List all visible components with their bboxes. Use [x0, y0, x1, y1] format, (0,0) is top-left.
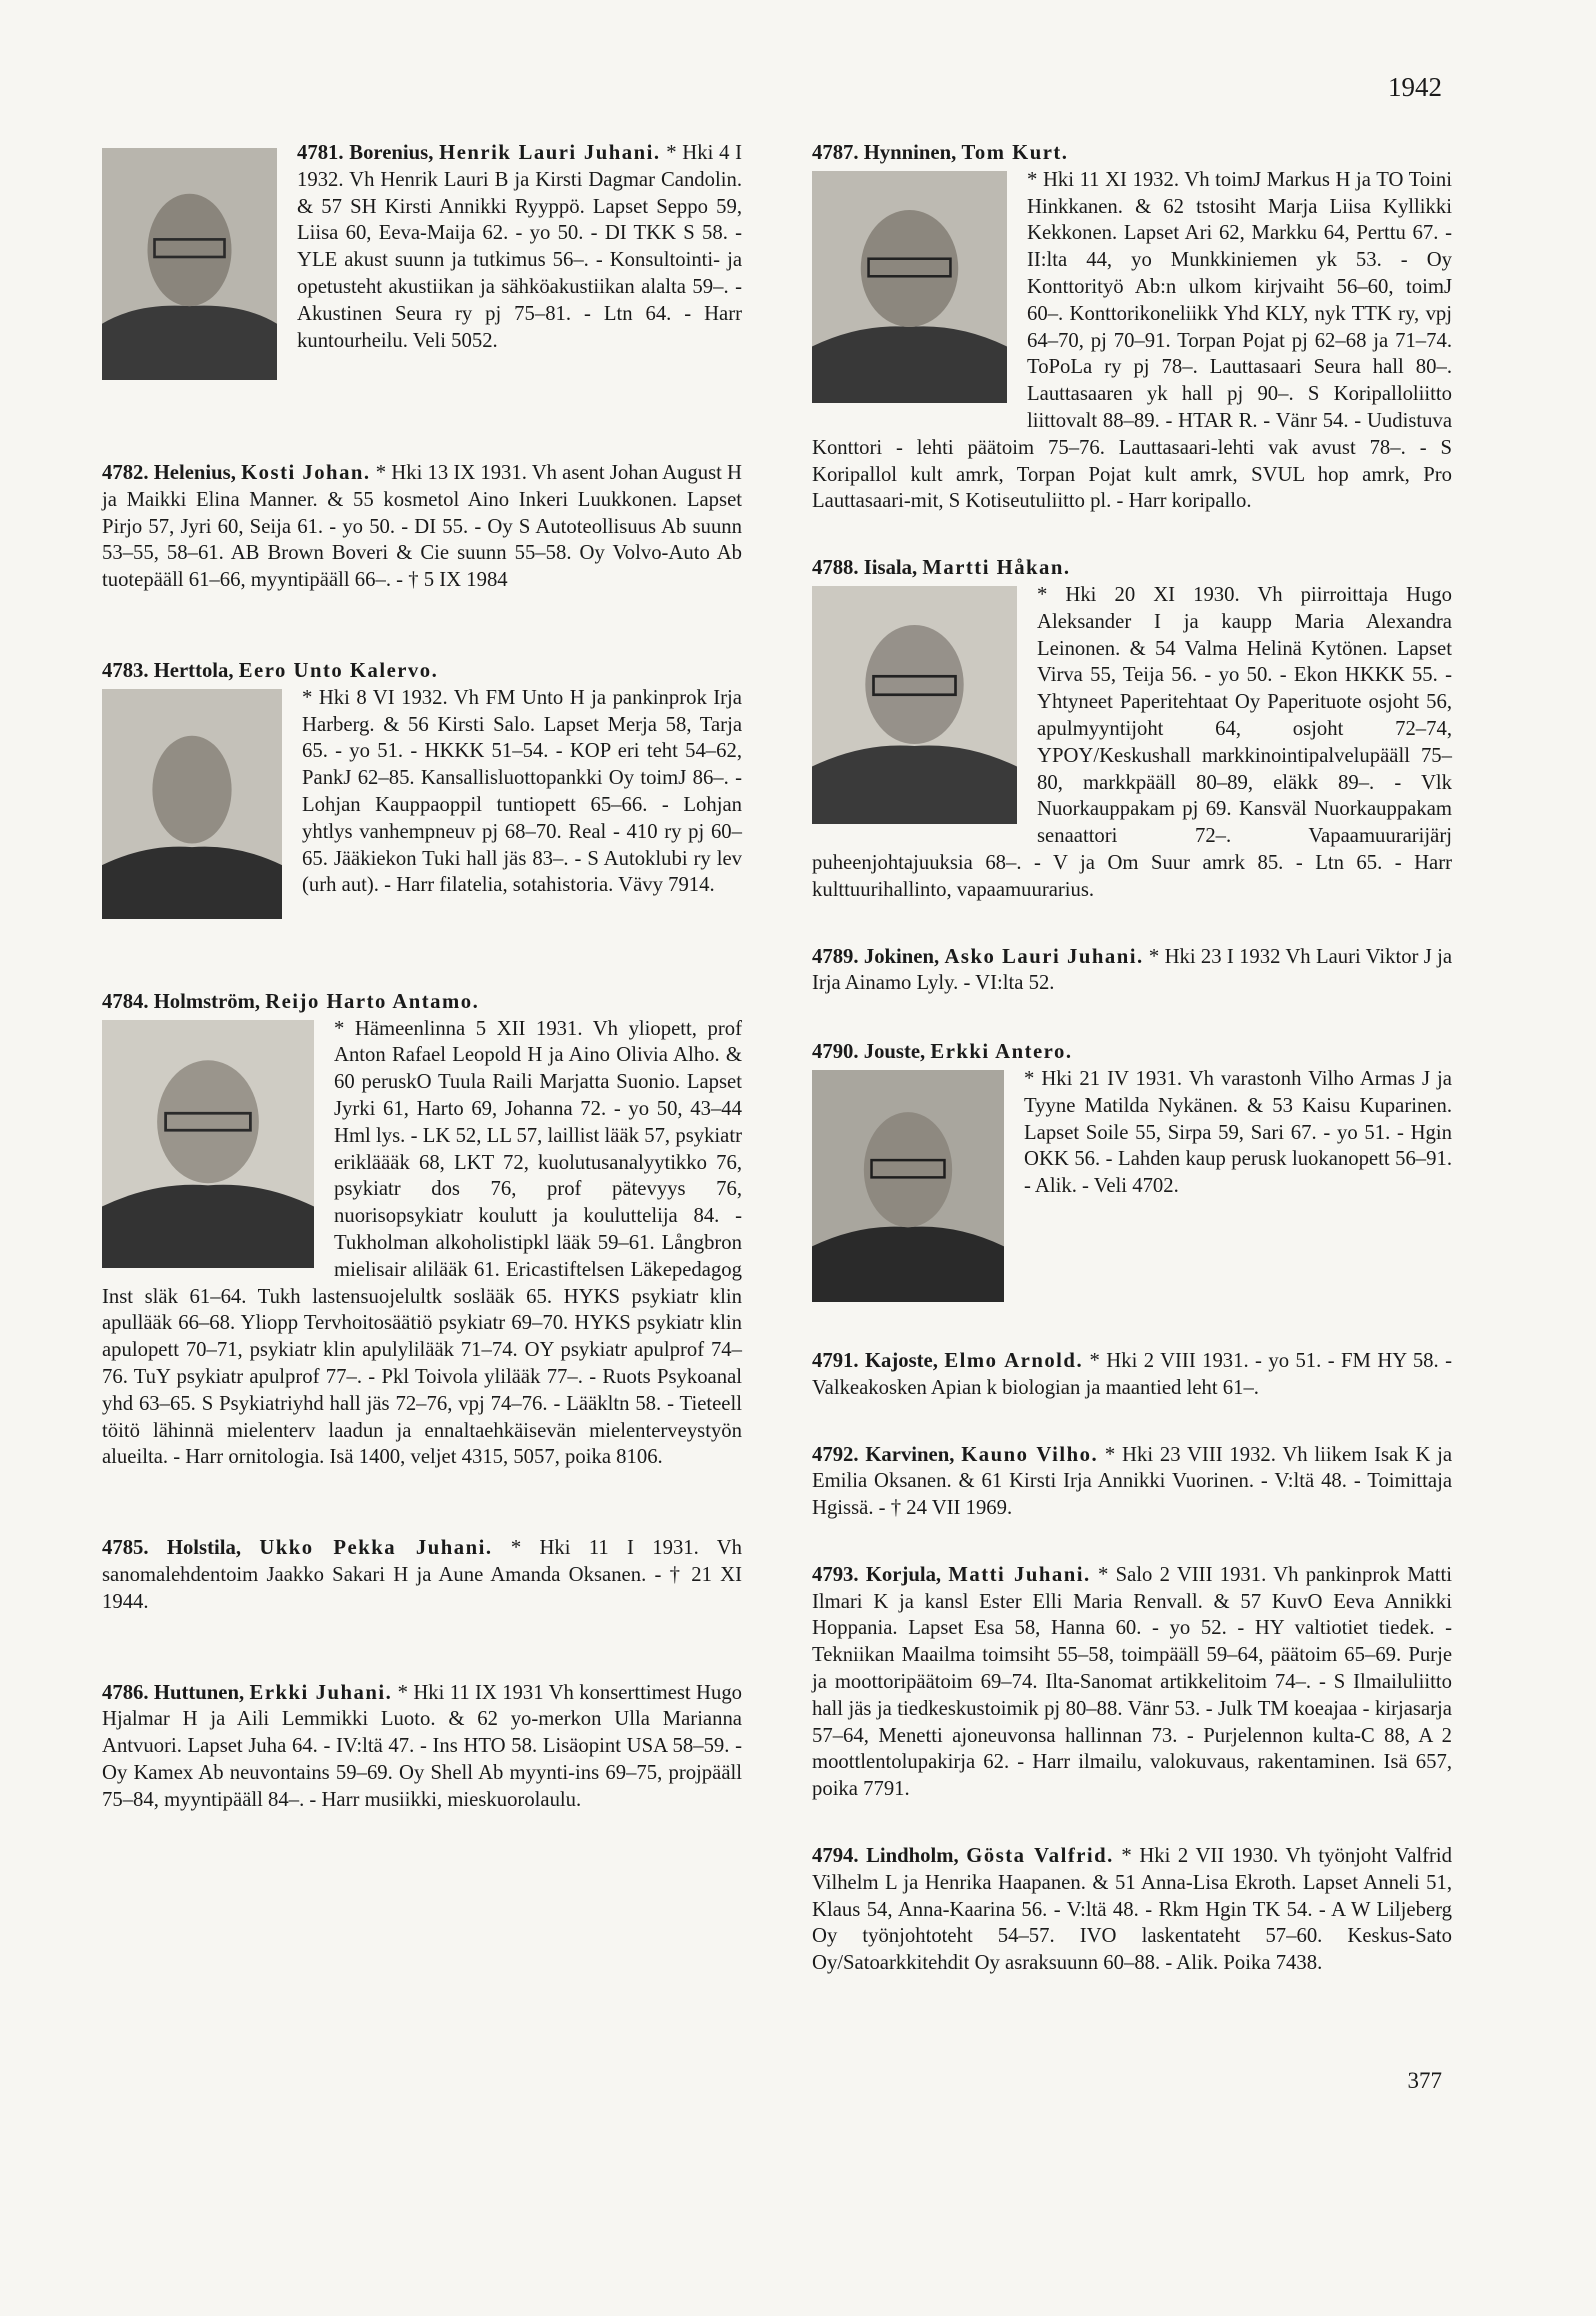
entry-body: * Hki 11 XI 1932. Vh toimJ Markus H ja TO Toini Hinkkanen. & 62 tstosiht Marja Liisa Kyllikki Kekkonen. Lapset Ari 62, Markku 64, Perttu 67. - II:lta 44, yo Munkkiniemen yk 53. - Oy Konttorityö Ab:n ulkom kirjvaiht 56–60, toimJ 60–. Konttorikoneliikk Yhd KLY, nyk TTK ry, vpj 64–70, pj 70–91. Torpan Pojat pj 62–68 ja 71–74. ToPoLa ry pj 78–. Lauttasaari Seura hall 80–. Lauttasaaren yk hall pj 90–. S Koripalloliitto liittovalt 88–89. - HTAR R. - Vänr 54. - Uudistuva Konttori - lehti päätoim 75–76. Lauttasaari-lehti vak avust 78–. - S Koripallol kult amrk, Torpan Pojat kult amrk, SVUL hop amrk, Pro Lauttasaari-mit, S Kotiseutuliitto pl. - Harr koripallo.: [812, 168, 1452, 513]
entry-4789: [812, 944, 1452, 998]
page-number: 377: [1407, 2068, 1442, 2093]
entry-given-names: Martti Håkan.: [922, 557, 1071, 580]
entry-body: * Hki 20 XI 1930. Vh piirroittaja Hugo Aleksander I ja kaupp Maria Alexandra Leinonen. & 54 Valma Helinä Kytönen. Lapset Virva 55, Teija 56. - yo 50. - Ekon HKKK 55. - Yhtyneet Paperitehtaat Oy Paperituote osjoht 56, apulmyyntijoht 64, osjoht 72–74, YPOY/Keskushall markkinointipalvelupääll 75–80, markkpääll 80–89, eläkk 89–. - Vlk Nuorkauppakam pj 69. Kansväl Nuorkauppakam senaattori 72–. Vapaamuurarijärj puheenjohtajuuksia 68–. - V ja Om Suur amrk 85. - Ltn 65. - Harr kulttuurihallinto, vapaamuurarius.: [812, 583, 1452, 901]
entry-number: 4781.: [297, 142, 344, 164]
entry-given-names: Ukko Pekka Juhani.: [259, 1537, 493, 1560]
portrait-photo: [102, 1020, 314, 1268]
entry-4791: [812, 1348, 1452, 1402]
entry-number: 4794.: [812, 1845, 859, 1868]
entry-4794: [812, 1843, 1452, 1977]
entry-number: 4784.: [102, 990, 149, 1013]
entry-body: * Hki 11 I 1931. Vh sanomalehdentoim Jaakko Sakari H ja Aune Amanda Oksanen. - † 21 XI 1944.: [102, 1537, 743, 1613]
entry-surname: Herttola,: [153, 659, 234, 682]
entry-given-names: Kosti Johan.: [241, 462, 371, 484]
right-column: [812, 140, 1452, 1977]
entry-body: * Hki 2 VIII 1931. - yo 51. - FM HY 58. - Valkeakosken Apian k biologian ja maantied leht 61–.: [812, 1349, 1452, 1399]
page-header-number: 1942: [1388, 72, 1442, 102]
entry-surname: Hynninen,: [863, 142, 957, 164]
entry-surname: Helenius,: [153, 462, 236, 484]
entry-given-names: Tom Kurt.: [961, 142, 1069, 164]
entry-4783: [102, 658, 742, 925]
entry-number: 4789.: [812, 945, 859, 968]
entry-number: 4793.: [812, 1563, 859, 1586]
entry-number: 4787.: [812, 142, 859, 164]
entry-given-names: Eero Unto Kalervo.: [238, 659, 439, 682]
entry-body: * Hki 8 VI 1932. Vh FM Unto H ja pankinprok Irja Harberg. & 56 Kirsti Salo. Lapset Merja 58, Tarja 65. - yo 51. - HKKK 51–54. - KOP eri teht 54–62, PankJ 62–85. Kansallisluottopankki Oy toimJ 86–. - Lohjan Kauppaoppil tuntiopett 65–66. - Lohjan yhtlys vanhempneuv pj 68–70. Real - 410 ry pj 60–65. Jääkiekon Tuki hall jäs 83–. - S Autoklubi ry lev (urh aut). - Harr filatelia, sotahistoria. Vävy 7914.: [302, 686, 742, 897]
entry-4790: [812, 1039, 1452, 1308]
entry-body: * Hki 23 VIII 1932. Vh liikem Isak K ja Emilia Oksanen. & 61 Kirsti Irja Annikki Vuorinen. - V:ltä 48. - Toimittaja Hgissä. - † 24 VII 1969.: [812, 1443, 1453, 1520]
entry-number: 4792.: [812, 1443, 859, 1466]
entry-number: 4785.: [102, 1537, 149, 1560]
entry-body: * Hki 11 IX 1931 Vh konserttimest Hugo Hjalmar H ja Aili Lemmikki Luoto. & 62 yo-merkon Ulla Marianna Antvuori. Lapset Juha 64. - IV:ltä 47. - Ins HTO 58. Lisäopint USA 58–59. - Oy Kamex Ab neuvontains 59–69. Oy Shell Ab myynti-ins 69–75, projpääll 75–84, myyntipääll 84–. - Harr musiikki, mieskuorolaulu.: [102, 1681, 743, 1811]
entry-body: * Hämeenlinna 5 XII 1931. Vh yliopett, prof Anton Rafael Leopold H ja Aino Olivia Alho. & 60 peruskO Tuula Raili Marjatta Suonio. Lapset Jyrki 61, Harto 69, Johanna 72. - yo 50, 43–44 Hml lys. - LK 52, LL 57, laillist lääk 57, psykiatr erikläääk 68, LKT 72, kuolutusanalyytikko 76, psykiatr dos 76, prof pätevyys 76, nuorisopsykiatr koulutt ja kouluttelija 84. - Tukholman alkoholistipkl lääk 59–61. Långbron mielisair alilääk 61. Ericastiftelsen Läkepedagog Inst släk 61–64. Tukh lastensuojelultk soslääk 65. HYKS psykiatr klin apullääk 66–68. Yliopp Tervhoitosäätiö psykiatr 69–70. HYKS psykiatr klin apulopett 70–71, psykiatr klin apulylilääk 71–74. OY psykiatr apulprof 74–76. TuY psykiatr apulprof 77–. - Pkl Toivola ylilääk 77–. - Ruots Psykoanal yhd 63–65. S Psykiatriyhd hall jäs 72–76, vpj 74–76. - Lääkltn 58. - Tieteell töitö lähinnä mielenterv laadun ja ennaltaehkäisevän mielenterveystyön alueilta. - Harr ornitologia. Isä 1400, veljet 4315, 5057, poika 8106.: [102, 1017, 742, 1469]
entry-given-names: Elmo Arnold.: [944, 1349, 1084, 1372]
entry-4793: [812, 1562, 1452, 1803]
entry-number: 4782.: [102, 462, 149, 484]
entry-surname: Holmström,: [153, 990, 261, 1013]
entry-surname: Karvinen,: [865, 1443, 955, 1466]
entry-4782: [102, 460, 742, 594]
entry-number: 4786.: [102, 1681, 149, 1704]
entry-4787: [812, 140, 1452, 515]
entry-surname: Holstila,: [166, 1537, 241, 1560]
portrait-photo: [812, 171, 1007, 403]
portrait-photo: [812, 1070, 1004, 1302]
entry-surname: Lindholm,: [866, 1845, 959, 1868]
entry-surname: Borenius,: [349, 142, 434, 164]
entry-body: * Hki 4 I 1932. Vh Henrik Lauri B ja Kirsti Dagmar Candolin. & 57 SH Kirsti Annikki Ryyppö. Lapset Seppo 59, Liisa 60, Eeva-Maija 62. - yo 50. - DI TKK S 58. - YLE akust suunn ja tutkimus 56–. - Konsultointi- ja opetusteht akustiikan ja sähköakustiikan alalta 59–. - Akustinen Seura ry pj 75–81. - Ltn 64. - Harr kuntourheilu. Veli 5052.: [297, 142, 743, 352]
entry-body: * Hki 13 IX 1931. Vh asent Johan August H ja Maikki Elina Manner. & 55 kosmetol Aino Inkeri Luukkonen. Lapset Pirjo 57, Jyri 60, Seija 61. - yo 50. - DI 55. - Oy S Autoteollisuus Ab suunn 53–55, 58–61. AB Brown Boveri & Cie suunn 55–58. Oy Volvo-Auto Ab tuotepääll 61–66, myyntipääll 66–. - † 5 IX 1984: [102, 462, 742, 592]
entry-4785: [102, 1535, 742, 1615]
entry-4786: [102, 1680, 742, 1814]
entry-4781: [102, 140, 742, 386]
entry-surname: Kajoste,: [864, 1349, 938, 1372]
entry-given-names: Erkki Antero.: [930, 1041, 1073, 1064]
entry-surname: Jouste,: [863, 1041, 926, 1064]
entry-given-names: Kauno Vilho.: [961, 1443, 1099, 1466]
left-column: [102, 140, 742, 1814]
entry-number: 4788.: [812, 557, 859, 580]
entry-number: 4791.: [812, 1349, 859, 1372]
entry-surname: Huttunen,: [153, 1681, 245, 1704]
entry-given-names: Matti Juhani.: [948, 1563, 1091, 1586]
entry-surname: Korjula,: [865, 1563, 942, 1586]
entry-number: 4783.: [102, 659, 149, 682]
portrait-photo: [102, 148, 277, 380]
entry-given-names: Gösta Valfrid.: [966, 1845, 1114, 1868]
entry-surname: Iisala,: [863, 557, 918, 580]
portrait-photo: [102, 689, 282, 919]
entry-4788: [812, 555, 1452, 903]
entry-given-names: Reijo Harto Antamo.: [265, 990, 480, 1013]
entry-given-names: Erkki Juhani.: [249, 1681, 393, 1704]
entry-body: * Hki 21 IV 1931. Vh varastonh Vilho Armas J ja Tyyne Matilda Nykänen. & 53 Kaisu Kuparinen. Lapset Soile 55, Sirpa 59, Sari 67. - yo 51. - Hgin OKK 56. - Lahden kaup perusk luokanopett 56–91. - Alik. - Veli 4702.: [1024, 1067, 1452, 1198]
entry-number: 4790.: [812, 1041, 859, 1064]
entry-surname: Jokinen,: [863, 945, 940, 968]
entry-4792: [812, 1442, 1452, 1522]
portrait-photo: [812, 586, 1017, 824]
entry-given-names: Asko Lauri Juhani.: [944, 945, 1144, 968]
entry-body: * Salo 2 VIII 1931. Vh pankinprok Matti Ilmari K ja kansl Ester Elli Maria Renvall. & 57 KuvO Eeva Annikki Hoppania. Lapset Esa 58, Hanna 60. - yo 52. - HY valtiotiet tiedek. - Tekniikan Maailma toimsiht 55–58, toimpääll 59–64, päätoim 65–69. Purje ja moottoripäätoim 69–74. Ilta-Sanomat artikkelitoim 74–. - S Ilmailuliitto hall jäs ja tiedkeskustoimik pj 80–88. Vänr 53. - Julk TM koeajaa - kirjasarja 57–64, Menetti ajoneuvonsa hallinnan 73. - Purjelennon kulta-C 88, A 2 moottlentolupakirja 62. - Harr ilmailu, valokuvaus, rakentaminen. Isä 657, poika 7791.: [812, 1563, 1453, 1801]
entry-body: * Hki 2 VII 1930. Vh työnjoht Valfrid Vilhelm L ja Henrika Haapanen. & 51 Anna-Lisa Ekroth. Lapset Anneli 51, Klaus 54, Anna-Kaarina 56. - V:ltä 48. - Rkm Hgin TK 54. - A W Liljeberg Oy työnjohtoteht 54–57. IVO laskentateht 57–60. Keskus-Sato Oy/Satoarkkitehdit Oy asraksuunn 60–88. - Alik. Poika 7438.: [812, 1845, 1452, 1975]
entry-given-names: Henrik Lauri Juhani.: [439, 142, 661, 164]
entry-4784: [102, 989, 742, 1471]
entry-body: * Hki 23 I 1932 Vh Lauri Viktor J ja Irja Ainamo Lyly. - VI:lta 52.: [812, 945, 1453, 995]
